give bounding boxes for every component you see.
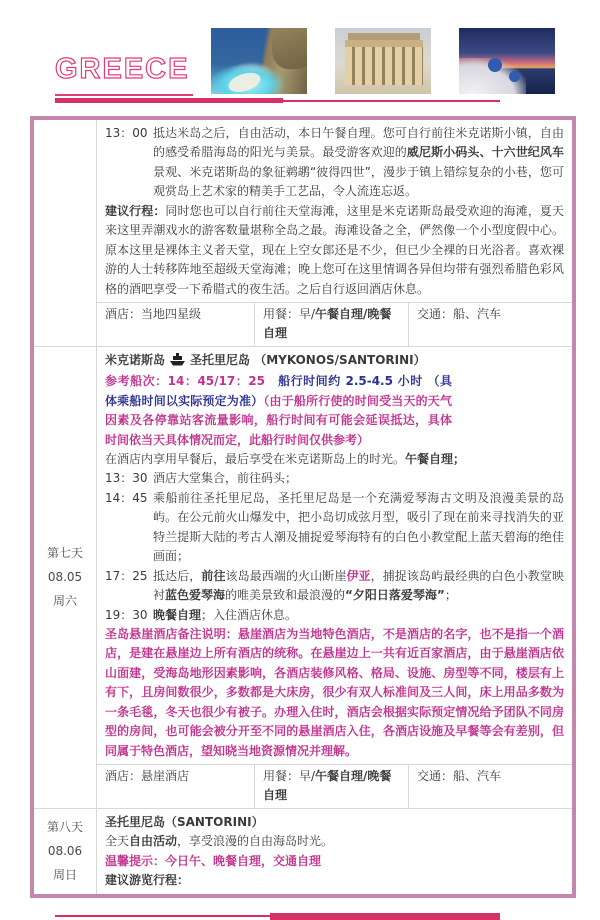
day-weekday: 周日 [52,868,77,883]
beach-sand-shape [226,70,262,94]
cliff-hotel-note: 圣岛悬崖酒店备注说明：悬崖酒店为当地特色酒店，不是酒店的名字，也不是指一个酒店，是建在悬崖边上所有酒店的统称。在悬崖边上一共有近百家酒店，由于悬崖酒店依山面建，受海岛地形因素影响，各酒店装修风格、格局、设施、房型等不同，楼层有上有下，且房间数很少，多数都是大床房，很少有双人标准间及三人间，床上用品多数为一条毛毯，冬天也很少有被子。办理入住时，酒店会根据实际预定情况给予团队不同房型的房间，也可能会被分开至不同的悬崖酒店入住，各酒店设施及早餐等会有差别，但同属于特色酒店，望知晓当地资源情况并理解。 [105,626,564,758]
header [0,0,600,94]
breakfast-line: 在酒店内享用早餐后，最后享受在米克诺斯岛上的时光。午餐自理； [105,452,466,466]
rule-thick-segment [55,98,283,103]
entry-text: 抵达后，前往该岛最西端的火山断崖伊亚，捕捉该岛屿最经典的白色小教堂映衬蓝色爱琴海的唯美景致和最浪漫的“夕阳日落爱琴海”； [153,568,564,603]
destination-island-label: 圣托里尼岛 （MYKONOS/SANTORINI） [190,352,426,367]
entry-text: 乘船前往圣托里尼岛，圣托里尼岛是一个充满爱琴海古文明及浪漫美景的岛屿。在公元前火山爆发中，把小岛切成弦月型，吸引了现在前来寻找消失的亚特兰提斯大陆的考古人潮及捕捉爱琴海特有的白色小教堂配上蓝天碧海的绝佳画面； [153,490,564,564]
itinerary-row-day7 [34,346,572,808]
meals-cell: 用餐：早/午餐自理/晚餐自理 [254,765,409,808]
footer-rule [55,913,500,920]
entry-text: 抵达米岛之后，自由活动，本日午餐自理。您可自行前往米克诺斯小镇，自由的感受希腊海岛的阳光与美景。最受游客欢迎的威尼斯小码头、十六世纪风车景观、米克诺斯岛的象征鹈鹕“彼得四世”，漫步于镇上错综复杂的小巷，您可观赏岛上艺术家的精美手工艺品，令人流连忘返。 [153,126,564,199]
advice-paragraph: 建议行程：同时您也可以自行前往天堂海滩，这里是米克诺斯岛最受欢迎的海滩，夏天来这里弄潮戏水的游客数量堪称全岛之最。海滩设备之全，俨然像一个小型度假中心。原本这里是裸体主义者天堂，现在上空女郎还是不少，但已少全裸的日光浴者。喜欢裸游的人士转移阵地至超级天堂海滩；晚上您可在这里情调各异但均带有强烈希腊色彩风格的酒吧享受一下希腊式的夜生活。之后自行返回酒店休息。 [105,203,564,296]
hotel-info-row [97,302,572,346]
navagio-beach-photo [211,28,307,94]
origin-island-label: 米克诺斯岛 [105,352,166,367]
tips-line: 温馨提示：今日午、晚餐自理，交通自理 [105,853,322,868]
day7-text-area [97,347,572,764]
time-label: 13：00 [105,126,148,140]
time-label: 19：30 [105,607,148,622]
greece-logo [55,46,195,100]
transport-cell: 交通：船、汽车 [417,769,502,783]
hotel-cell: 酒店：当地四星级 [105,306,202,321]
blue-dome-icon [509,71,520,82]
day8-content [97,809,572,894]
rule-thin-segment [55,915,270,917]
ferry-schedule-note: 参考船次：14：45/17：25 船行时间约 2.5-4.5 小时 （具体乘船时间以实际预定为准）（由于船所行使的时间受当天的天气因素及各停靠站客流量影响，船行时间有可能会延误抵达，具体时间依当天具体情况而定，此船行时间仅供参考） [105,374,452,447]
day7-content [97,347,572,808]
day-weekday: 周六 [52,594,77,609]
hotel-info-row [97,764,572,808]
time-label: 14：45 [105,490,148,505]
time-label: 17：25 [105,568,148,583]
day6-text-area [97,120,572,302]
entry-text: 酒店大堂集合，前往码头； [153,471,298,486]
schedule-entry [97,469,572,488]
time-label: 13：30 [105,471,148,486]
hotel-cell: 酒店：悬崖酒店 [105,769,190,783]
day6-content [97,120,572,346]
itinerary-row-day6 [34,120,572,346]
greece-logo-text: GREECE [55,53,190,85]
santorini-sunset-photo [459,28,555,94]
schedule-entry [97,606,572,625]
day-number: 第八天 [46,820,83,835]
schedule-entry [97,567,572,606]
logo-underline [55,94,193,96]
itinerary-row-day8 [34,808,572,894]
schedule-entry [97,124,572,202]
day-date: 08.06 [47,844,83,859]
transport-cell: 交通：船、汽车 [417,306,502,321]
day-cell-empty [34,120,97,346]
cliff-shape [272,28,307,69]
temple-columns-shape [345,40,424,85]
day-cell-day8 [34,809,97,894]
parthenon-photo [335,28,431,94]
section-title: 圣托里尼岛（SANTORINI） [105,814,264,829]
day-cell-day7 [34,347,97,808]
ferry-icon [169,353,186,372]
blue-dome-icon [488,58,502,72]
day-date: 08.05 [47,570,83,585]
header-photos [211,28,555,94]
santorini-flowers-photo [462,353,558,443]
day8-text-area [97,809,572,894]
header-rule [55,98,500,103]
day-number: 第七天 [46,546,83,561]
rule-thick-segment [270,913,500,920]
meals-cell: 用餐：早/午餐自理/晚餐自理 [254,303,409,346]
suggested-tour-line: 建议游览行程： [105,873,190,888]
rule-thin-segment [283,100,500,102]
schedule-entry [97,489,572,567]
itinerary-table [30,116,576,898]
entry-text: 晚餐自理；入住酒店休息。 [153,607,298,622]
free-day-line: 全天自由活动，享受浪漫的自由海岛时光。 [105,834,334,849]
